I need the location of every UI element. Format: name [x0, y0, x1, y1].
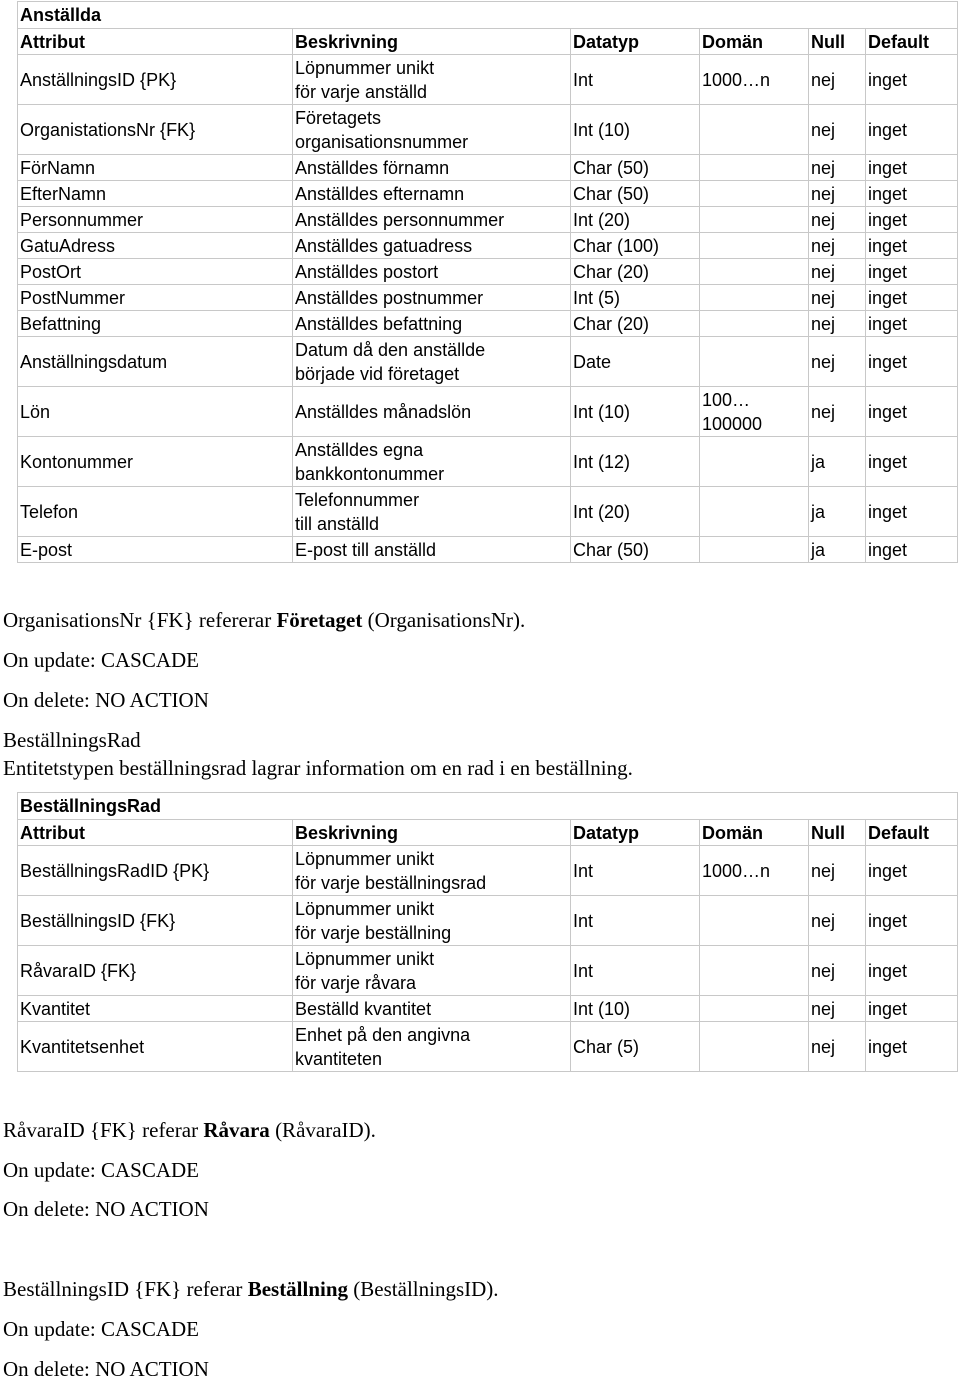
fk-note-text: RåvaraID {FK} referar	[3, 1118, 204, 1142]
table-row	[18, 996, 958, 1022]
cell-datatyp: Int	[571, 946, 700, 996]
cell-doman: 100… 100000	[700, 387, 809, 437]
cell-beskrivning: Löpnummer unikt för varje råvara	[293, 946, 571, 996]
cell-attribut: Lön	[18, 387, 293, 437]
cell-beskrivning: Löpnummer unikt för varje beställningsrad	[293, 846, 571, 896]
table-row	[18, 896, 958, 946]
cell-attribut: BeställningsID {FK}	[18, 896, 293, 946]
on-update-3: On update: CASCADE	[3, 1317, 199, 1341]
cell-doman	[700, 155, 809, 181]
cell-datatyp: Char (50)	[571, 537, 700, 563]
cell-null: nej	[809, 105, 866, 155]
cell-default: inget	[866, 387, 958, 437]
cell-default: inget	[866, 337, 958, 387]
cell-beskrivning: Anställdes månadslön	[293, 387, 571, 437]
cell-doman	[700, 1022, 809, 1072]
fk-note-referenced-table: Företaget	[276, 608, 363, 632]
cell-null: nej	[809, 337, 866, 387]
cell-null: ja	[809, 537, 866, 563]
cell-doman	[700, 207, 809, 233]
cell-beskrivning: Anställdes gatuadress	[293, 233, 571, 259]
cell-null: nej	[809, 1022, 866, 1072]
cell-attribut: AnställningsID {PK}	[18, 55, 293, 105]
cell-datatyp: Date	[571, 337, 700, 387]
table-row	[18, 437, 958, 487]
cell-default: inget	[866, 537, 958, 563]
fk-note-text-end: (BeställningsID).	[348, 1277, 499, 1301]
header-default: Default	[866, 820, 958, 846]
cell-default: inget	[866, 233, 958, 259]
cell-default: inget	[866, 259, 958, 285]
table-row	[18, 207, 958, 233]
header-attribut: Attribut	[18, 29, 293, 55]
cell-datatyp: Char (100)	[571, 233, 700, 259]
cell-null: nej	[809, 155, 866, 181]
cell-datatyp: Int	[571, 846, 700, 896]
fk-note-referenced-table: Råvara	[203, 1118, 270, 1142]
header-row	[18, 29, 958, 55]
cell-doman	[700, 537, 809, 563]
cell-null: nej	[809, 846, 866, 896]
cell-doman	[700, 946, 809, 996]
table-row	[18, 946, 958, 996]
cell-default: inget	[866, 946, 958, 996]
cell-datatyp: Int (5)	[571, 285, 700, 311]
cell-attribut: Kontonummer	[18, 437, 293, 487]
cell-beskrivning: Anställdes efternamn	[293, 181, 571, 207]
anstallda-table-body	[18, 2, 958, 563]
cell-beskrivning: Enhet på den angivna kvantiteten	[293, 1022, 571, 1072]
cell-default: inget	[866, 55, 958, 105]
cell-beskrivning: Datum då den anställde började vid företaget	[293, 337, 571, 387]
cell-null: ja	[809, 437, 866, 487]
cell-null: ja	[809, 487, 866, 537]
cell-null: nej	[809, 207, 866, 233]
cell-null: nej	[809, 387, 866, 437]
cell-datatyp: Int (10)	[571, 387, 700, 437]
cell-default: inget	[866, 1022, 958, 1072]
anstallda-table	[17, 1, 958, 563]
cell-null: nej	[809, 311, 866, 337]
cell-null: nej	[809, 285, 866, 311]
table-row	[18, 311, 958, 337]
cell-default: inget	[866, 105, 958, 155]
bestallningsrad-table-body	[18, 793, 958, 1072]
header-datatyp: Datatyp	[571, 820, 700, 846]
cell-default: inget	[866, 896, 958, 946]
cell-null: nej	[809, 946, 866, 996]
cell-beskrivning: Telefonnummer till anställd	[293, 487, 571, 537]
header-default: Default	[866, 29, 958, 55]
cell-beskrivning: E-post till anställd	[293, 537, 571, 563]
cell-attribut: Kvantitet	[18, 996, 293, 1022]
cell-null: nej	[809, 996, 866, 1022]
table-row	[18, 105, 958, 155]
cell-datatyp: Int	[571, 896, 700, 946]
cell-attribut: E-post	[18, 537, 293, 563]
table-row	[18, 233, 958, 259]
header-null: Null	[809, 29, 866, 55]
cell-doman: 1000…n	[700, 846, 809, 896]
fk-note-text: OrganisationsNr {FK} refererar	[3, 608, 277, 632]
entity-description: Entitetstypen beställningsrad lagrar information om en rad i en beställning.	[3, 756, 633, 780]
cell-beskrivning: Anställdes egna bankkontonummer	[293, 437, 571, 487]
cell-datatyp: Int (20)	[571, 487, 700, 537]
table-row	[18, 387, 958, 437]
cell-attribut: Befattning	[18, 311, 293, 337]
on-delete-1: On delete: NO ACTION	[3, 688, 209, 712]
cell-null: nej	[809, 181, 866, 207]
table-row	[18, 155, 958, 181]
header-doman: Domän	[700, 820, 809, 846]
header-attribut: Attribut	[18, 820, 293, 846]
cell-datatyp: Char (50)	[571, 181, 700, 207]
fk-note-text-end: (RåvaraID).	[269, 1118, 376, 1142]
cell-doman	[700, 896, 809, 946]
cell-doman	[700, 437, 809, 487]
table-row	[18, 846, 958, 896]
entity-title: BeställningsRad	[3, 728, 141, 752]
cell-beskrivning: Anställdes personnummer	[293, 207, 571, 233]
cell-default: inget	[866, 155, 958, 181]
cell-null: nej	[809, 55, 866, 105]
cell-datatyp: Int (10)	[571, 105, 700, 155]
cell-beskrivning: Löpnummer unikt för varje beställning	[293, 896, 571, 946]
header-beskrivning: Beskrivning	[293, 820, 571, 846]
cell-beskrivning: Beställd kvantitet	[293, 996, 571, 1022]
cell-attribut: PostNummer	[18, 285, 293, 311]
on-update-2: On update: CASCADE	[3, 1158, 199, 1182]
cell-datatyp: Int (20)	[571, 207, 700, 233]
cell-attribut: PostOrt	[18, 259, 293, 285]
cell-default: inget	[866, 285, 958, 311]
cell-datatyp: Char (20)	[571, 259, 700, 285]
table-row	[18, 55, 958, 105]
cell-beskrivning: Anställdes befattning	[293, 311, 571, 337]
table-caption: BeställningsRad	[18, 793, 958, 820]
on-delete-3: On delete: NO ACTION	[3, 1357, 209, 1381]
table-row	[18, 181, 958, 207]
fk-note-1	[3, 607, 525, 633]
table-row	[18, 285, 958, 311]
fk-note-2	[3, 1117, 376, 1143]
cell-attribut: Kvantitetsenhet	[18, 1022, 293, 1072]
cell-attribut: FörNamn	[18, 155, 293, 181]
cell-attribut: Anställningsdatum	[18, 337, 293, 387]
on-delete-2: On delete: NO ACTION	[3, 1197, 209, 1221]
cell-null: nej	[809, 259, 866, 285]
cell-datatyp: Char (20)	[571, 311, 700, 337]
cell-beskrivning: Anställdes postort	[293, 259, 571, 285]
cell-beskrivning: Företagets organisationsnummer	[293, 105, 571, 155]
cell-default: inget	[866, 207, 958, 233]
cell-doman	[700, 487, 809, 537]
cell-doman	[700, 105, 809, 155]
cell-doman	[700, 311, 809, 337]
on-update-1: On update: CASCADE	[3, 648, 199, 672]
cell-beskrivning: Anställdes postnummer	[293, 285, 571, 311]
fk-note-text: BeställningsID {FK} referar	[3, 1277, 248, 1301]
cell-datatyp: Char (50)	[571, 155, 700, 181]
cell-attribut: Telefon	[18, 487, 293, 537]
header-row	[18, 820, 958, 846]
cell-default: inget	[866, 487, 958, 537]
cell-datatyp: Int (12)	[571, 437, 700, 487]
cell-default: inget	[866, 846, 958, 896]
cell-default: inget	[866, 437, 958, 487]
cell-beskrivning: Anställdes förnamn	[293, 155, 571, 181]
cell-attribut: GatuAdress	[18, 233, 293, 259]
cell-doman	[700, 259, 809, 285]
cell-datatyp: Int	[571, 55, 700, 105]
cell-doman	[700, 233, 809, 259]
table-row	[18, 537, 958, 563]
table-caption: Anställda	[18, 2, 958, 29]
cell-default: inget	[866, 311, 958, 337]
table-row	[18, 1022, 958, 1072]
fk-note-text-end: (OrganisationsNr).	[362, 608, 526, 632]
header-doman: Domän	[700, 29, 809, 55]
table-row	[18, 259, 958, 285]
cell-null: nej	[809, 233, 866, 259]
cell-attribut: BeställningsRadID {PK}	[18, 846, 293, 896]
fk-note-referenced-table: Beställning	[247, 1277, 349, 1301]
cell-doman: 1000…n	[700, 55, 809, 105]
cell-default: inget	[866, 181, 958, 207]
cell-null: nej	[809, 896, 866, 946]
cell-doman	[700, 337, 809, 387]
header-datatyp: Datatyp	[571, 29, 700, 55]
cell-beskrivning: Löpnummer unikt för varje anställd	[293, 55, 571, 105]
cell-default: inget	[866, 996, 958, 1022]
cell-doman	[700, 181, 809, 207]
cell-attribut: EfterNamn	[18, 181, 293, 207]
cell-datatyp: Char (5)	[571, 1022, 700, 1072]
bestallningsrad-table	[17, 792, 958, 1072]
cell-doman	[700, 285, 809, 311]
cell-attribut: RåvaraID {FK}	[18, 946, 293, 996]
cell-attribut: OrganistationsNr {FK}	[18, 105, 293, 155]
table-row	[18, 487, 958, 537]
cell-attribut: Personnummer	[18, 207, 293, 233]
fk-note-3	[3, 1276, 499, 1302]
header-null: Null	[809, 820, 866, 846]
header-beskrivning: Beskrivning	[293, 29, 571, 55]
cell-doman	[700, 996, 809, 1022]
table-row	[18, 337, 958, 387]
cell-datatyp: Int (10)	[571, 996, 700, 1022]
